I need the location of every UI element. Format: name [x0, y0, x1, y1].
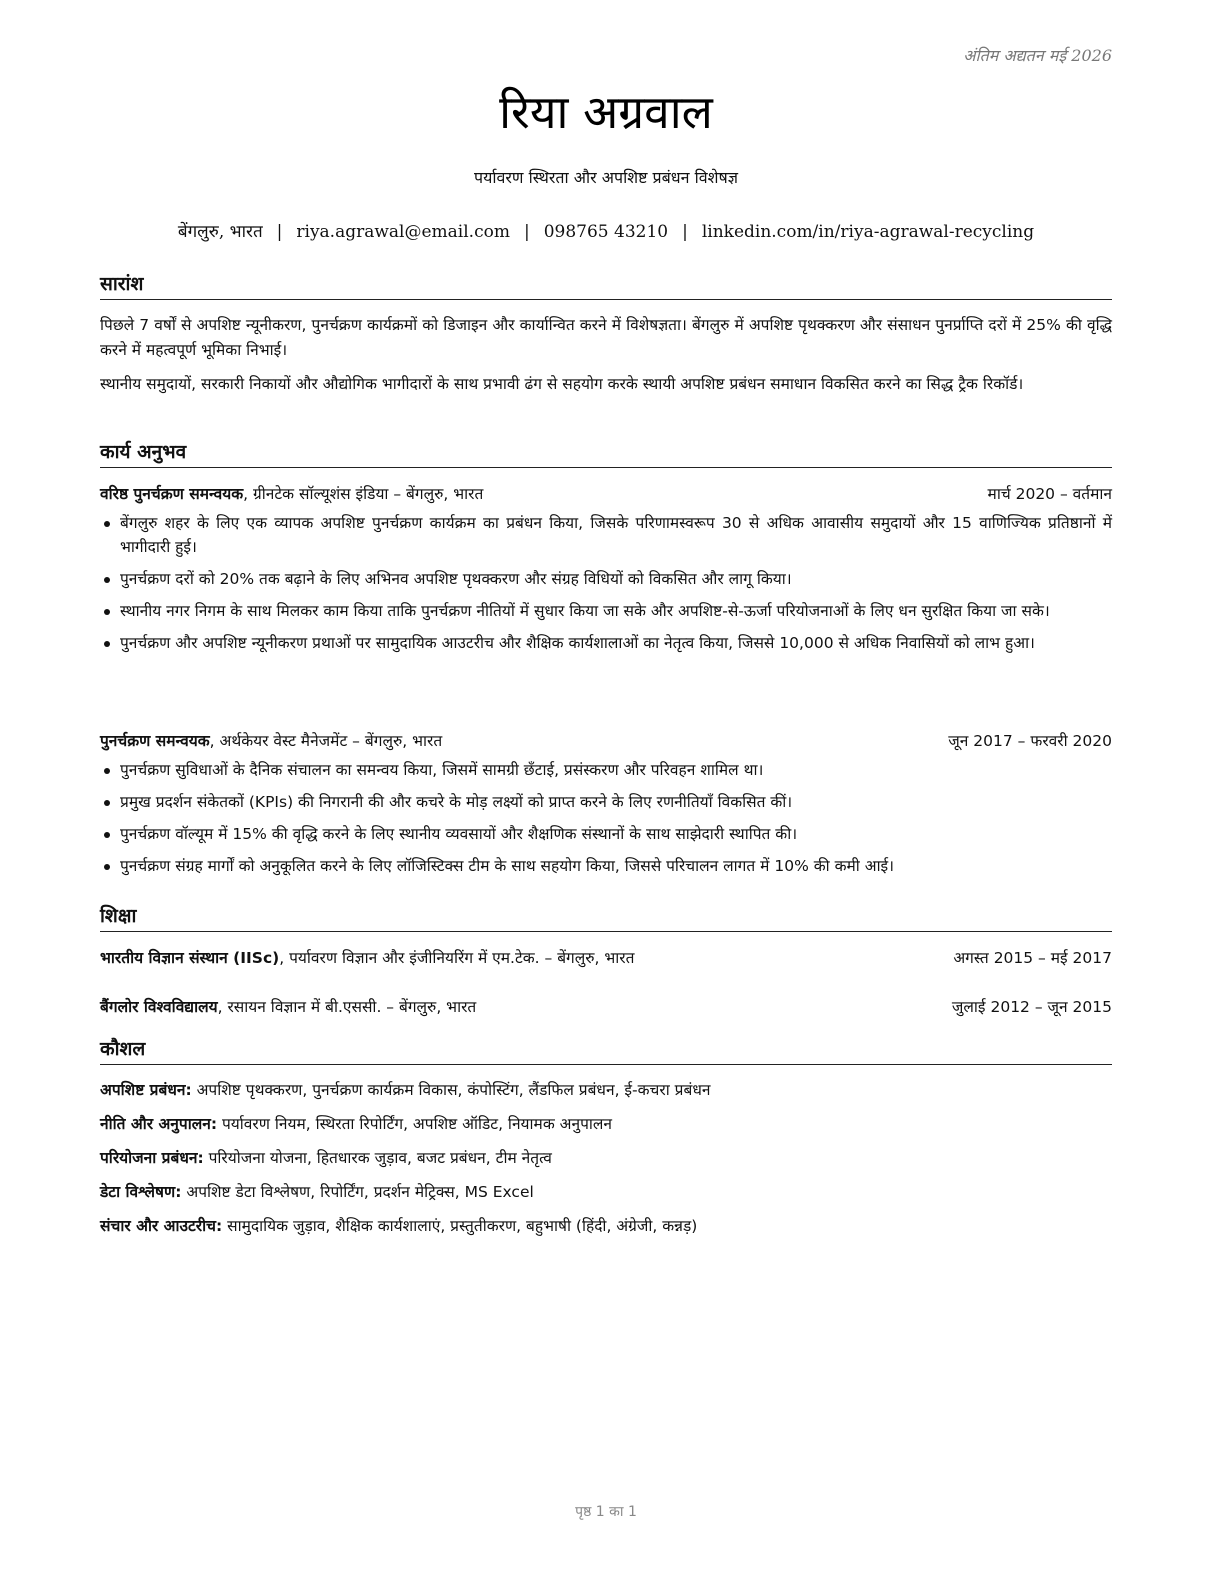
job-bullet: स्थानीय नगर निगम के साथ मिलकर काम किया ताकि पुनर्चक्रण नीतियों में सुधार किया जा सके और अपशिष्ट-से-ऊर्जा परियोजनाओं के लिए धन सुरक्षित किया जा सके।	[100, 599, 1112, 623]
resume-page	[100, 0, 1112, 1584]
contact-linkedin[interactable]: linkedin.com/in/riya-agrawal-recycling	[701, 222, 1035, 242]
contact-email[interactable]: riya.agrawal@email.com	[296, 222, 510, 242]
skill-line	[100, 1146, 1112, 1170]
section-title-skills: कौशल	[100, 1035, 1112, 1065]
skill-value: परियोजना योजना, हितधारक जुड़ाव, बजट प्रबंधन, टीम नेतृत्व	[203, 1149, 552, 1167]
section-title-summary: सारांश	[100, 270, 1112, 300]
skill-label: डेटा विश्लेषण:	[100, 1183, 182, 1201]
education-detail: , रसायन विज्ञान में बी.एससी. – बेंगलुरु, भारत	[217, 998, 477, 1016]
job-org: , ग्रीनटेक सॉल्यूशंस इंडिया – बेंगलुरु, भारत	[243, 485, 484, 503]
job-bullet: पुनर्चक्रण और अपशिष्ट न्यूनीकरण प्रथाओं पर सामुदायिक आउटरीच और शैक्षिक कार्यशालाओं का नेतृत्व किया, जिससे 10,000 से अधिक निवासियों को लाभ हुआ।	[100, 631, 1112, 655]
job-role: वरिष्ठ पुनर्चक्रण समन्वयक	[100, 485, 244, 503]
skill-label: अपशिष्ट प्रबंधन:	[100, 1081, 192, 1099]
skill-line	[100, 1078, 1112, 1102]
job-bullet: पुनर्चक्रण सुविधाओं के दैनिक संचालन का समन्वय किया, जिसमें सामग्री छँटाई, प्रसंस्करण और परिवहन शामिल था।	[100, 758, 1112, 782]
page-number: पृष्ठ 1 का 1	[575, 1504, 637, 1520]
education-institution: भारतीय विज्ञान संस्थान (IISc)	[100, 949, 280, 967]
contact-location: बेंगलुरु, भारत	[177, 222, 263, 242]
education-institution: बैंगलोर विश्वविद्यालय	[100, 998, 218, 1016]
candidate-tagline: पर्यावरण स्थिरता और अपशिष्ट प्रबंधन विशेषज्ञ	[473, 168, 738, 187]
skill-value: अपशिष्ट डेटा विश्लेषण, रिपोर्टिंग, प्रदर्शन मेट्रिक्स, MS Excel	[181, 1183, 534, 1201]
summary-paragraph: स्थानीय समुदायों, सरकारी निकायों और औद्योगिक भागीदारों के साथ प्रभावी ढंग से सहयोग करके स्थायी अपशिष्ट प्रबंधन समाधान विकसित करने का सिद्ध ट्रैक रिकॉर्ड।	[100, 375, 1024, 393]
job-bullet: पुनर्चक्रण संग्रह मार्गों को अनुकूलित करने के लिए लॉजिस्टिक्स टीम के साथ सहयोग किया, जिससे परिचालन लागत में 10% की कमी आई।	[100, 854, 1112, 878]
skill-label: नीति और अनुपालन:	[100, 1115, 218, 1133]
section-title-experience: कार्य अनुभव	[100, 438, 1112, 468]
job-header	[100, 729, 1112, 753]
education-entry	[100, 946, 1112, 970]
job-bullets	[100, 758, 1112, 886]
contact-separator: |	[276, 222, 283, 242]
job-bullets	[100, 511, 1112, 663]
skill-value: अपशिष्ट पृथक्करण, पुनर्चक्रण कार्यक्रम विकास, कंपोस्टिंग, लैंडफिल प्रबंधन, ई-कचरा प्रबंधन	[191, 1081, 711, 1099]
job-org: , अर्थकेयर वेस्ट मैनेजमेंट – बेंगलुरु, भारत	[209, 732, 443, 750]
job-header	[100, 482, 1112, 506]
contact-phone: 098765 43210	[543, 222, 669, 242]
skill-label: परियोजना प्रबंधन:	[100, 1149, 204, 1167]
job-bullet: पुनर्चक्रण दरों को 20% तक बढ़ाने के लिए अभिनव अपशिष्ट पृथक्करण और संग्रह विधियों को विकसित और लागू किया।	[100, 567, 1112, 591]
skill-value: सामुदायिक जुड़ाव, शैक्षिक कार्यशालाएं, प्रस्तुतीकरण, बहुभाषी (हिंदी, अंग्रेजी, कन्नड़)	[222, 1217, 698, 1235]
education-dates: अगस्त 2015 – मई 2017	[953, 949, 1112, 967]
skill-value: पर्यावरण नियम, स्थिरता रिपोर्टिंग, अपशिष्ट ऑडिट, नियामक अनुपालन	[217, 1115, 613, 1133]
skill-line	[100, 1112, 1112, 1136]
last-updated: अंतिम अद्यतन मई 2026	[963, 46, 1112, 65]
contact-line	[100, 219, 1112, 242]
candidate-name: रिया अग्रवाल	[499, 85, 713, 139]
job-bullet: बेंगलुरु शहर के लिए एक व्यापक अपशिष्ट पुनर्चक्रण कार्यक्रम का प्रबंधन किया, जिसके परिणामस्वरूप 30 से अधिक आवासीय समुदायों और 15 वाणिज्यिक प्रतिष्ठानों में भागीदारी हुई।	[100, 511, 1112, 559]
job-dates: जून 2017 – फरवरी 2020	[948, 732, 1112, 750]
job-dates: मार्च 2020 – वर्तमान	[987, 485, 1112, 503]
skill-label: संचार और आउटरीच:	[100, 1217, 223, 1235]
education-entry	[100, 995, 1112, 1019]
education-detail: , पर्यावरण विज्ञान और इंजीनियरिंग में एम.टेक. – बेंगलुरु, भारत	[279, 949, 635, 967]
skill-line	[100, 1180, 1112, 1204]
contact-separator: |	[523, 222, 530, 242]
skill-line	[100, 1214, 1112, 1238]
job-bullet: पुनर्चक्रण वॉल्यूम में 15% की वृद्धि करने के लिए स्थानीय व्यवसायों और शैक्षणिक संस्थानों के साथ साझेदारी स्थापित की।	[100, 822, 1112, 846]
contact-separator: |	[682, 222, 688, 242]
summary-paragraph: पिछले 7 वर्षों से अपशिष्ट न्यूनीकरण, पुनर्चक्रण कार्यक्रमों को डिजाइन और कार्यान्वित करने में विशेषज्ञता। बेंगलुरु में अपशिष्ट पृथक्करण और संसाधन पुनर्प्राप्ति दरों में 25% की वृद्धि करने में महत्वपूर्ण भूमिका निभाई।	[100, 316, 1112, 359]
job-role: पुनर्चक्रण समन्वयक	[100, 732, 210, 750]
section-title-education: शिक्षा	[100, 902, 1112, 932]
job-bullet: प्रमुख प्रदर्शन संकेतकों (KPIs) की निगरानी की और कचरे के मोड़ लक्ष्यों को प्राप्त करने के लिए रणनीतियाँ विकसित कीं।	[100, 790, 1112, 814]
education-dates: जुलाई 2012 – जून 2015	[951, 998, 1112, 1016]
